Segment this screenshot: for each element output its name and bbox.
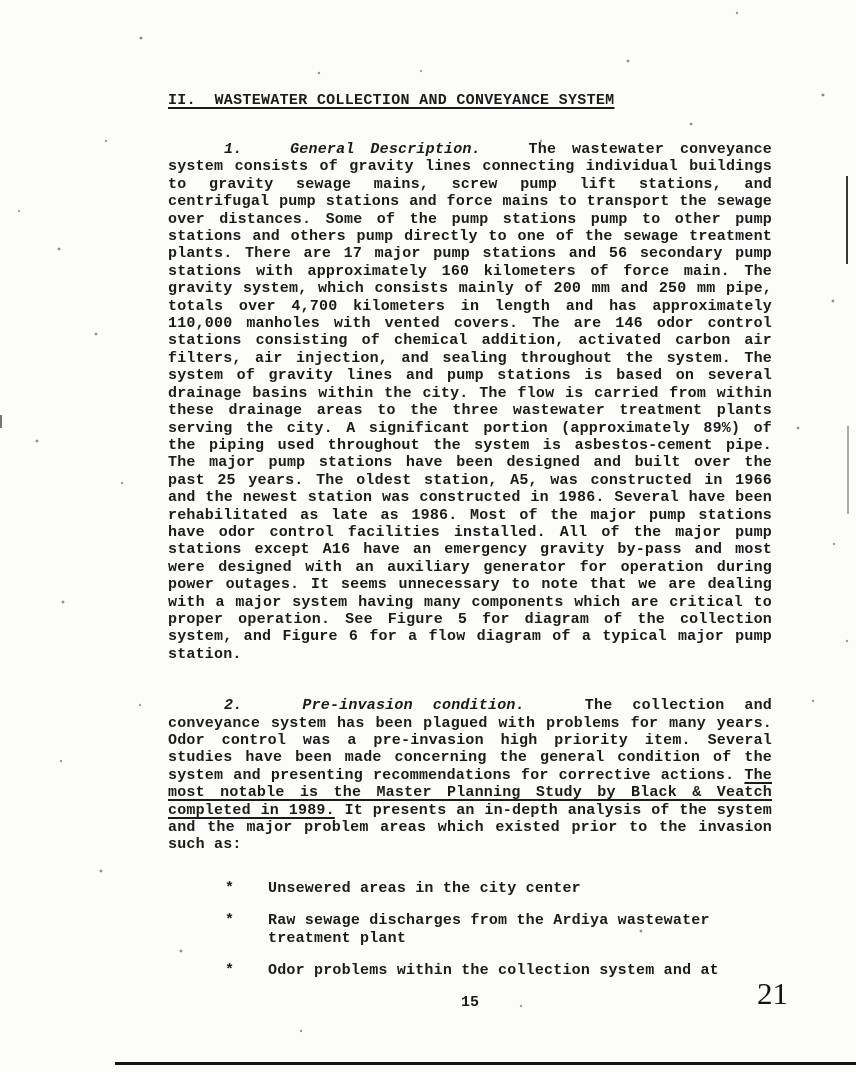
page-number: 15 [460,994,479,1012]
bullet-list [168,880,772,980]
section-heading [168,92,772,109]
para2-lead-italic: 2. Pre-invasion condition. [224,697,525,715]
bullet-marker: * [225,879,235,897]
list-item [225,912,772,947]
scan-speckle-artifacts [0,0,2,2]
paragraph-general-description [168,141,772,663]
para2-underlined-sentence: The most notable is the Master Planning Study by Black & Veatch completed in 1989. [168,766,772,819]
section-heading-text: II. WASTEWATER COLLECTION AND CONVEYANCE SYSTEM [168,92,615,109]
scan-edge-bottom-line [115,1062,856,1065]
list-item [225,880,772,897]
list-item [225,962,772,979]
para2-body-after: It presents an in-depth analysis of the system and the major problem areas which existed prior to the invasion such as: [168,801,772,854]
bullet-text: Odor problems within the collection system and at [268,962,719,980]
paragraph-pre-invasion-condition [168,697,772,854]
bullet-marker: * [225,962,235,980]
scan-edge-left-tick [0,415,2,428]
bullet-marker: * [225,912,235,930]
bullet-text: Unsewered areas in the city center [268,879,581,897]
handwritten-page-number: 21 [757,976,788,1011]
document-content [168,92,772,1011]
scan-edge-right-line [846,176,848,264]
para1-body-text: The wastewater conveyance system consists of gravity lines connecting individual buildings to gravity sewage mains, screw pump lift stations, and centrifugal pump stations and force mains to transport the sewage over distances. Some of the pump stations pump to other pump stations and others pump directly to one of the sewage treatment plants. There are 17 major pump stations and 56 secondary pump stations with approximately 160 kilometers of force main. The gravity system, which consists mainly of 200 mm and 250 mm pipe, totals over 4,700 kilometers in length and has approximately 110,000 manholes with vented covers. The are 146 odor control stations consisting of chemical addition, activated carbon air filters, air injection, and sealing throughout the system. The system of gravity lines and pump stations is based on several drainage basins within the city. The flow is carried from within these drainage areas to the three wastewater treatment plants serving the city. A significant portion (approximately 89%) of the piping used throughout the system is asbestos-cement pipe. The major pump stations have been designed and built over the past 25 years. The oldest station, A5, was constructed in 1966 and the newest station was constructed in 1986. Several have been rehabilitated as late as 1986. Most of the major pump stations have odor control facilities installed. All of the major pump stations except A16 have an emergency gravity by-pass and most were designed with an auxiliary generator for operation during power outages. It seems unnecessary to note that we are dealing with a major system having many components which are critical to proper operation. See Figure 5 for diagram of the collection system, and Figure 6 for a flow diagram of a typical major pump station. [168,141,772,663]
para1-lead-italic: 1. General Description. [224,141,481,158]
bullet-text: Raw sewage discharges from the Ardiya wastewater treatment plant [268,912,710,947]
para2-body-before: The collection and conveyance system has been plagued with problems for many years. Odor control was a pre-invasion high priority item. Several studies have been made concerning the general condition of the system and presenting recommendations for corrective actions. [168,697,772,784]
